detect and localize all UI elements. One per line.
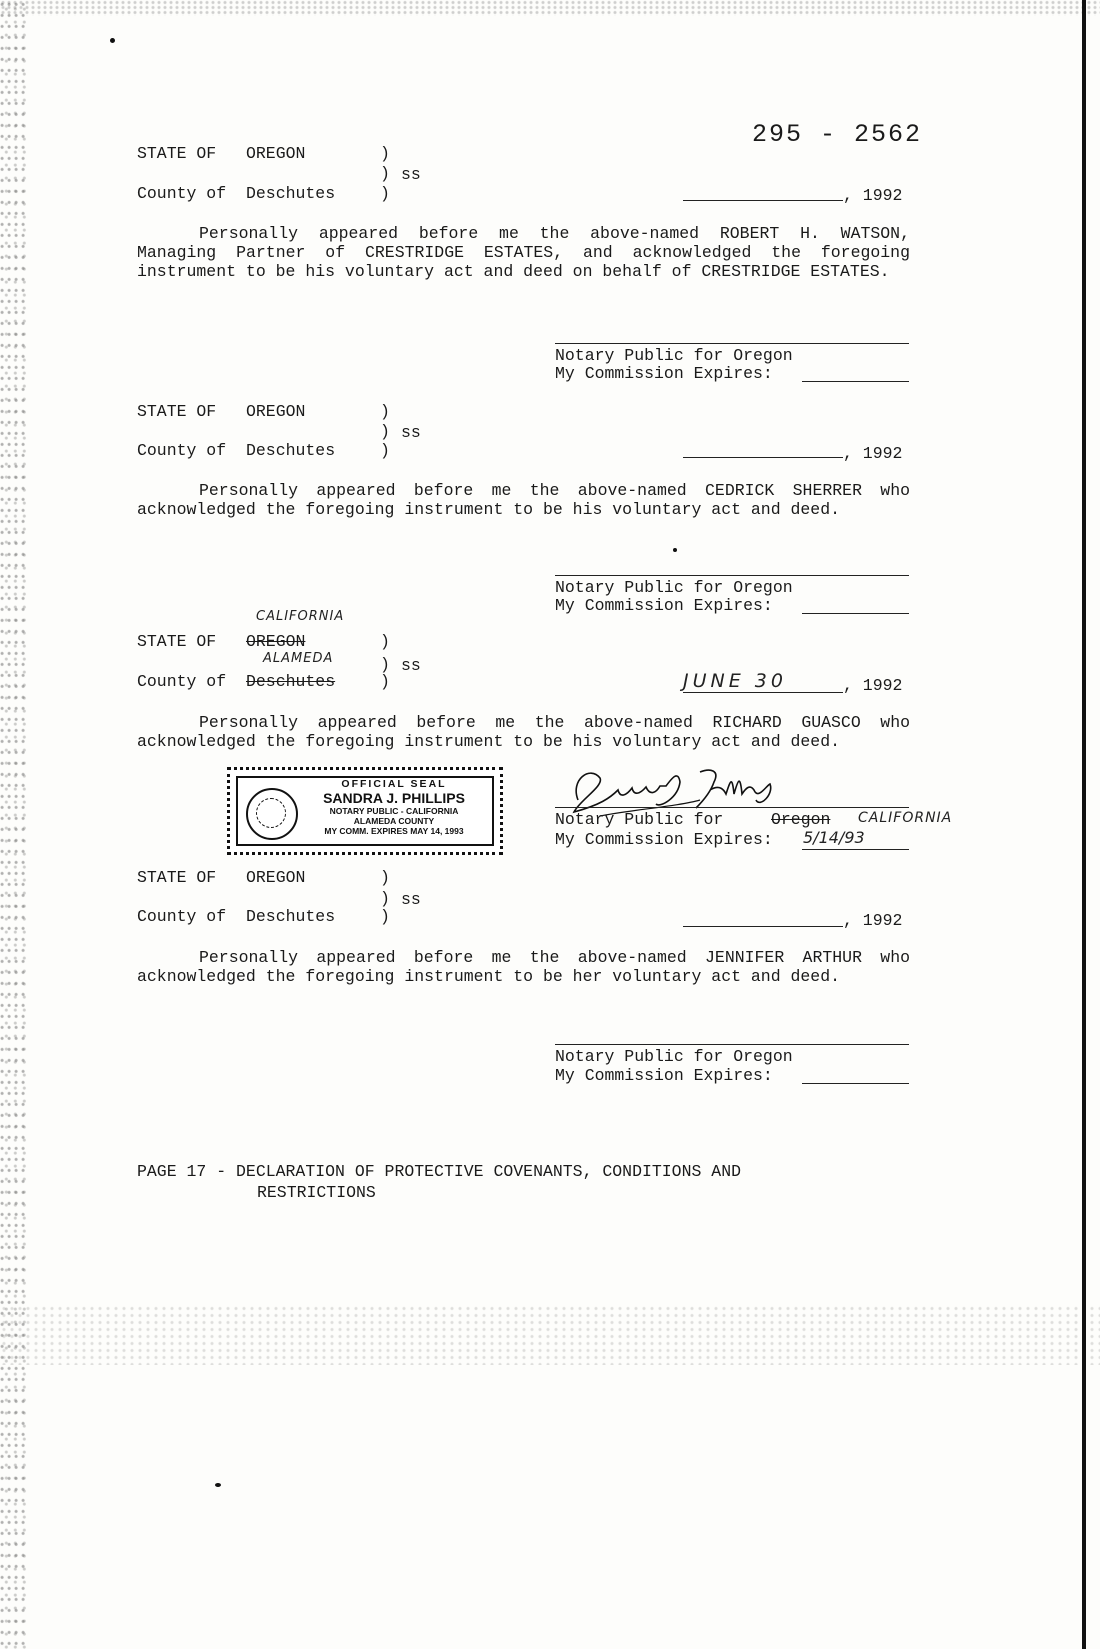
page-footer	[137, 1161, 741, 1203]
commission-blank-line	[802, 613, 909, 614]
commission-label: My Commission Expires:	[555, 364, 773, 383]
footer-line-2: RESTRICTIONS	[257, 1183, 376, 1202]
scan-speck	[215, 1483, 221, 1487]
signature-line	[555, 1044, 909, 1045]
official-notary-seal	[227, 767, 503, 855]
bracket: )	[380, 184, 390, 203]
notary-prefix: Notary Public for	[555, 810, 724, 829]
notary-line: Notary Public for Oregon	[555, 1047, 793, 1066]
commission-line	[802, 849, 909, 850]
ss-label: ss	[401, 890, 421, 909]
state-seal-emblem-icon	[246, 788, 298, 840]
struck-state: OREGON	[246, 632, 306, 651]
scan-noise-left	[0, 0, 28, 1649]
bracket: )	[380, 144, 390, 163]
acknowledgment-text	[137, 948, 910, 986]
bracket: )	[380, 402, 390, 421]
struck-county: Deschutes	[246, 672, 336, 691]
notary-line: Notary Public for Oregon	[555, 578, 793, 597]
handwritten-date: JUNE 30	[683, 670, 787, 692]
handwritten-commission-date: 5/14/93	[803, 828, 865, 847]
state-value: OREGON	[246, 144, 306, 163]
acknowledgment-text	[137, 224, 910, 281]
bracket: )	[380, 672, 390, 691]
acknowledgment-paragraph: Personally appeared before me the above-named JENNIFER ARTHUR who acknowledged the foregoing instrument to be her voluntary act and deed.	[137, 948, 910, 986]
acknowledgment-paragraph: Personally appeared before me the above-named CEDRICK SHERRER who acknowledged the foregoing instrument to be his voluntary act and deed.	[137, 481, 910, 519]
document-number: 295 - 2562	[752, 120, 923, 149]
acknowledgment-paragraph: Personally appeared before me the above-named ROBERT H. WATSON, Managing Partner of CRESTRIDGE ESTATES, and acknowledged the foregoing instrument to be his voluntary act and deed on behalf of CRESTRIDGE ESTATES.	[137, 224, 910, 281]
handwritten-state: CALIFORNIA	[256, 609, 345, 624]
county-label: County of	[137, 672, 227, 691]
scan-speck	[673, 548, 677, 552]
bracket: )	[380, 907, 390, 926]
scan-noise-top	[0, 0, 1100, 16]
footer-line-1: PAGE 17 - DECLARATION OF PROTECTIVE COVENANTS, CONDITIONS AND	[137, 1162, 741, 1181]
date-year: , 1992	[843, 444, 903, 463]
scan-border-right	[1082, 0, 1086, 1649]
seal-line-2: ALAMEDA COUNTY	[353, 816, 435, 826]
date-blank-line	[683, 457, 843, 458]
date-year: , 1992	[843, 186, 903, 205]
seal-line-3: MY COMM. EXPIRES MAY 14, 1993	[324, 826, 464, 836]
county-value: Deschutes	[246, 184, 336, 203]
struck-notary-state: Oregon	[771, 810, 831, 829]
date-line	[683, 692, 843, 693]
acknowledgment-paragraph: Personally appeared before me the above-named RICHARD GUASCO who acknowledged the foregoing instrument to be his voluntary act and deed.	[137, 713, 910, 751]
county-value: Deschutes	[246, 441, 336, 460]
handwritten-notary-state: CALIFORNIA	[858, 810, 953, 826]
ss-label: ss	[401, 165, 421, 184]
ss-label: ss	[401, 423, 421, 442]
seal-title: OFFICIAL SEAL	[341, 778, 447, 790]
commission-label: My Commission Expires:	[555, 830, 773, 849]
seal-line-1: NOTARY PUBLIC - CALIFORNIA	[329, 806, 459, 816]
state-label: STATE OF	[137, 402, 217, 421]
county-label: County of	[137, 907, 227, 926]
acknowledgment-text	[137, 481, 910, 519]
scan-speck	[110, 38, 115, 43]
seal-text	[300, 778, 488, 836]
bracket: )	[380, 164, 390, 183]
notary-line: Notary Public for Oregon	[555, 346, 793, 365]
county-value: Deschutes	[246, 907, 336, 926]
bracket: )	[380, 889, 390, 908]
seal-frame	[236, 776, 494, 846]
scan-noise-bottom	[0, 1305, 1100, 1365]
handwritten-county: ALAMEDA	[263, 651, 334, 666]
commission-blank-line	[802, 381, 909, 382]
signature-line	[555, 343, 909, 344]
commission-blank-line	[802, 1083, 909, 1084]
commission-label: My Commission Expires:	[555, 1066, 773, 1085]
ss-label: ss	[401, 656, 421, 675]
bracket: )	[380, 441, 390, 460]
signature-line	[555, 575, 909, 576]
county-label: County of	[137, 184, 227, 203]
state-label: STATE OF	[137, 868, 217, 887]
bracket: )	[380, 422, 390, 441]
date-year: , 1992	[843, 676, 903, 695]
date-blank-line	[683, 200, 843, 201]
bracket: )	[380, 632, 390, 651]
seal-name: SANDRA J. PHILLIPS	[323, 790, 465, 806]
county-label: County of	[137, 441, 227, 460]
state-label: STATE OF	[137, 632, 217, 651]
date-blank-line	[683, 926, 843, 927]
state-value: OREGON	[246, 402, 306, 421]
bracket: )	[380, 868, 390, 887]
acknowledgment-text	[137, 713, 910, 751]
signature-line	[555, 807, 909, 808]
bracket: )	[380, 655, 390, 674]
state-value: OREGON	[246, 868, 306, 887]
commission-label: My Commission Expires:	[555, 596, 773, 615]
date-year: , 1992	[843, 911, 903, 930]
state-label: STATE OF	[137, 144, 217, 163]
